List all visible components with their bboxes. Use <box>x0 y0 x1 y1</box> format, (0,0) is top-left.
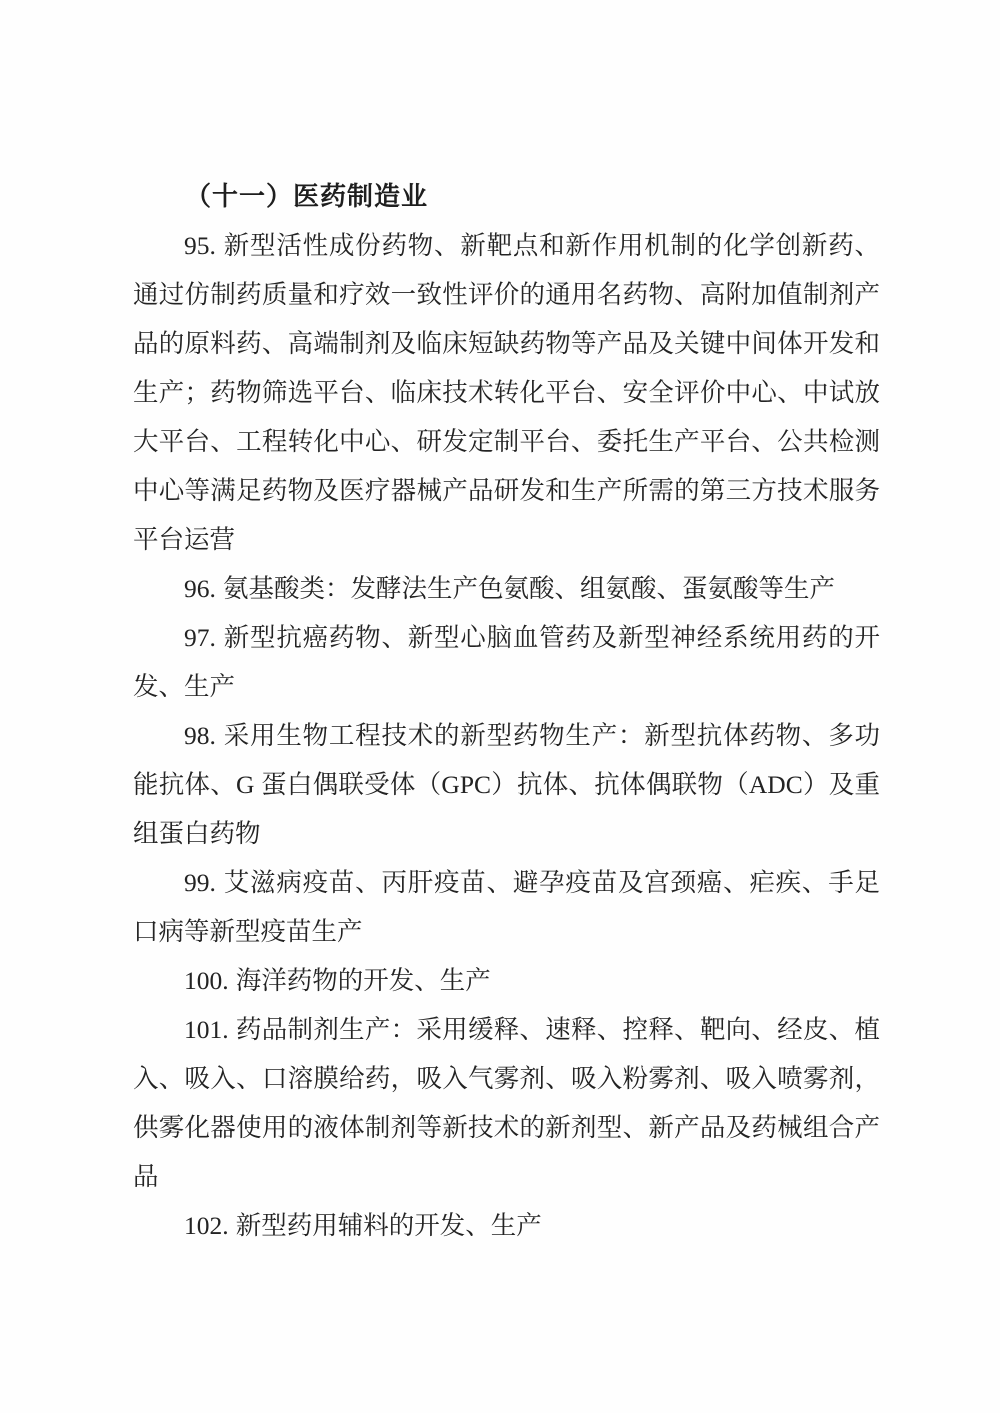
item-number: 101. <box>184 1015 229 1044</box>
item-text: 氨基酸类：发酵法生产色氨酸、组氨酸、蛋氨酸等生产 <box>223 574 836 603</box>
document-content <box>133 172 880 1250</box>
item-number: 100. <box>184 966 229 995</box>
item-number: 97. <box>184 623 216 652</box>
list-item-95 <box>133 221 880 564</box>
item-text: 新型药用辅料的开发、生产 <box>235 1211 542 1240</box>
item-text: 海洋药物的开发、生产 <box>235 966 491 995</box>
item-number: 96. <box>184 574 216 603</box>
item-text: 艾滋病疫苗、丙肝疫苗、避孕疫苗及宫颈癌、疟疾、手足口病等新型疫苗生产 <box>133 868 880 946</box>
list-item-102 <box>133 1201 880 1250</box>
item-number: 99. <box>184 868 216 897</box>
item-text: 新型活性成份药物、新靶点和新作用机制的化学创新药、通过仿制药质量和疗效一致性评价的通用名药物、高附加值制剂产品的原料药、高端制剂及临床短缺药物等产品及关键中间体开发和生产；药物筛选平台、临床技术转化平台、安全评价中心、中试放大平台、工程转化中心、研发定制平台、委托生产平台、公共检测中心等满足药物及医疗器械产品研发和生产所需的第三方技术服务平台运营 <box>133 231 880 554</box>
list-item-100 <box>133 956 880 1005</box>
list-item-97 <box>133 613 880 711</box>
item-text: 采用生物工程技术的新型药物生产：新型抗体药物、多功能抗体、G 蛋白偶联受体（GPC）抗体、抗体偶联物（ADC）及重组蛋白药物 <box>133 721 880 848</box>
section-heading: （十一）医药制造业 <box>185 182 429 211</box>
list-item-98 <box>133 711 880 858</box>
item-number: 102. <box>184 1211 229 1240</box>
list-item-101 <box>133 1005 880 1201</box>
item-number: 95. <box>184 231 216 260</box>
item-text: 新型抗癌药物、新型心脑血管药及新型神经系统用药的开发、生产 <box>133 623 880 701</box>
item-text: 药品制剂生产：采用缓释、速释、控释、靶向、经皮、植入、吸入、口溶膜给药，吸入气雾剂、吸入粉雾剂、吸入喷雾剂，供雾化器使用的液体制剂等新技术的新剂型、新产品及药械组合产品 <box>133 1015 880 1191</box>
list-item-96 <box>133 564 880 613</box>
list-item-99 <box>133 858 880 956</box>
item-number: 98. <box>184 721 216 750</box>
